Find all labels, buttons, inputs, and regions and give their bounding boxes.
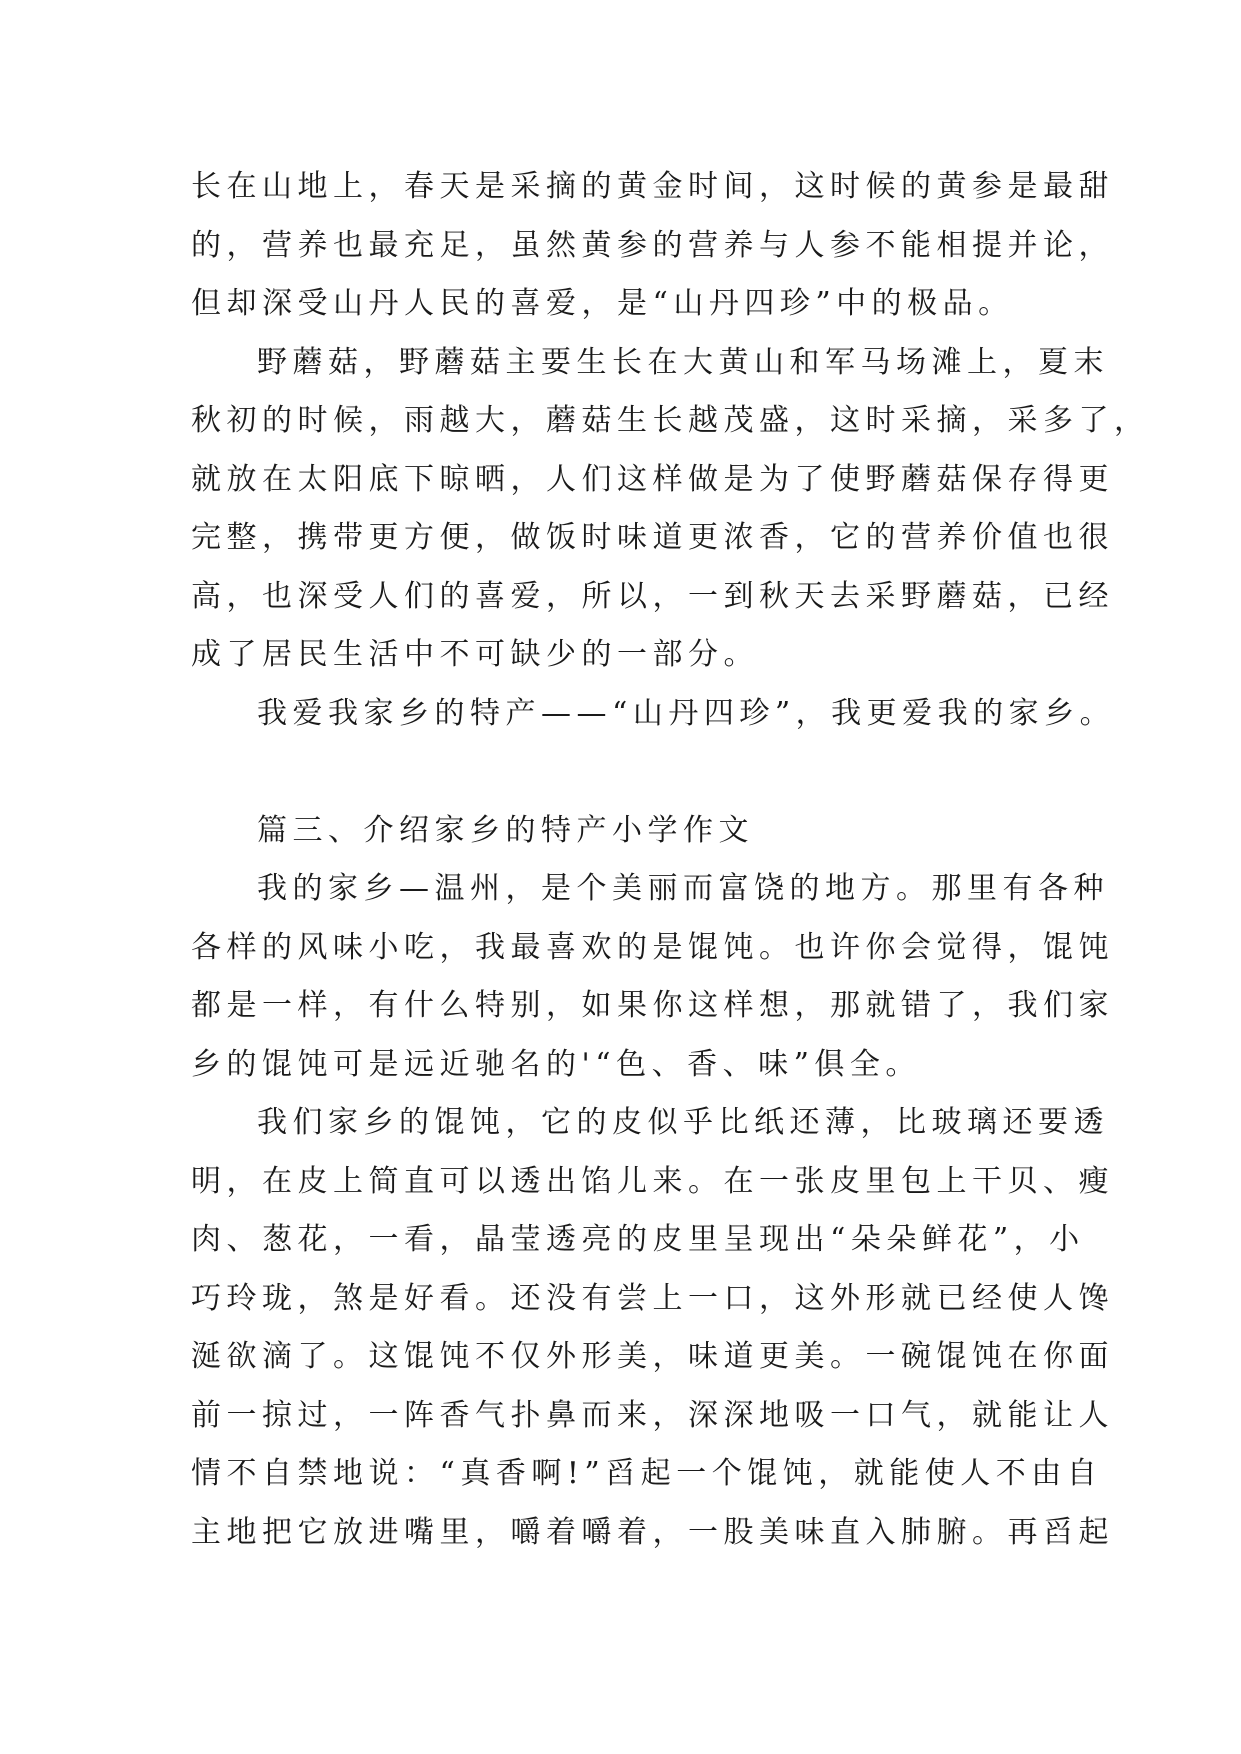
text-line: 就放在太阳底下晾晒，人们这样做是为了使野蘑菇保存得更	[191, 461, 1114, 497]
text-line: 完整，携带更方便，做饭时味道更浓香，它的营养价值也很	[191, 520, 1114, 555]
text-line: 肉、葱花，一看，晶莹透亮的皮里呈现出“朵朵鲜花”，小	[191, 1222, 1085, 1257]
text-line: 长在山地上，春天是采摘的黄金时间，这时候的黄参是最甜	[191, 169, 1114, 204]
paragraph-start-line: 野蘑菇，野蘑菇主要生长在大黄山和军马场滩上，夏末	[257, 344, 1109, 380]
text-line: 主地把它放进嘴里，嚼着嚼着，一股美味直入肺腑。再舀起	[191, 1514, 1114, 1550]
text-line: 涎欲滴了。这馄饨不仅外形美，味道更美。一碗馄饨在你面	[191, 1339, 1114, 1374]
text-line: 成了居民生活中不可缺少的一部分。	[191, 637, 759, 672]
text-line: 明，在皮上简直可以透出馅儿来。在一张皮里包上干贝、瘦	[191, 1163, 1114, 1199]
document-body	[191, 158, 1150, 1562]
text-line: 情不自禁地说：“真香啊!”舀起一个馄饨，就能使人不由自	[191, 1456, 1103, 1491]
paragraph-gap	[191, 743, 1071, 802]
paragraph-start-line: 我的家乡—温州，是个美丽而富饶的地方。那里有各种	[257, 871, 1109, 906]
text-line: 巧玲珑，煞是好看。还没有尝上一口，这外形就已经使人馋	[191, 1280, 1114, 1316]
text-line: 前一掠过，一阵香气扑鼻而来，深深地吸一口气，就能让人	[191, 1397, 1114, 1433]
text-line: 乡的馄饨可是远近驰名的'“色、香、味”俱全。	[191, 1046, 921, 1082]
paragraph-start-line: 我们家乡的馄饨，它的皮似乎比纸还薄，比玻璃还要透	[257, 1105, 1109, 1140]
text-line: 各样的风味小吃，我最喜欢的是馄饨。也许你会觉得，馄饨	[191, 929, 1114, 965]
text-line: 的，营养也最充足，虽然黄参的营养与人参不能相提并论，	[191, 227, 1114, 263]
text-line: 高，也深受人们的喜爱，所以，一到秋天去采野蘑菇，已经	[191, 578, 1114, 614]
text-line: 秋初的时候，雨越大，蘑菇生长越茂盛，这时采摘，采多了，	[191, 403, 1150, 438]
paragraph-start-line: 我爱我家乡的特产——“山丹四珍”，我更爱我的家乡。	[257, 695, 1116, 731]
text-line: 但却深受山丹人民的喜爱，是“山丹四珍”中的极品。	[191, 286, 1014, 321]
section-heading: 篇三、介绍家乡的特产小学作文	[257, 812, 754, 848]
text-line: 都是一样，有什么特别，如果你这样想，那就错了，我们家	[191, 988, 1114, 1023]
